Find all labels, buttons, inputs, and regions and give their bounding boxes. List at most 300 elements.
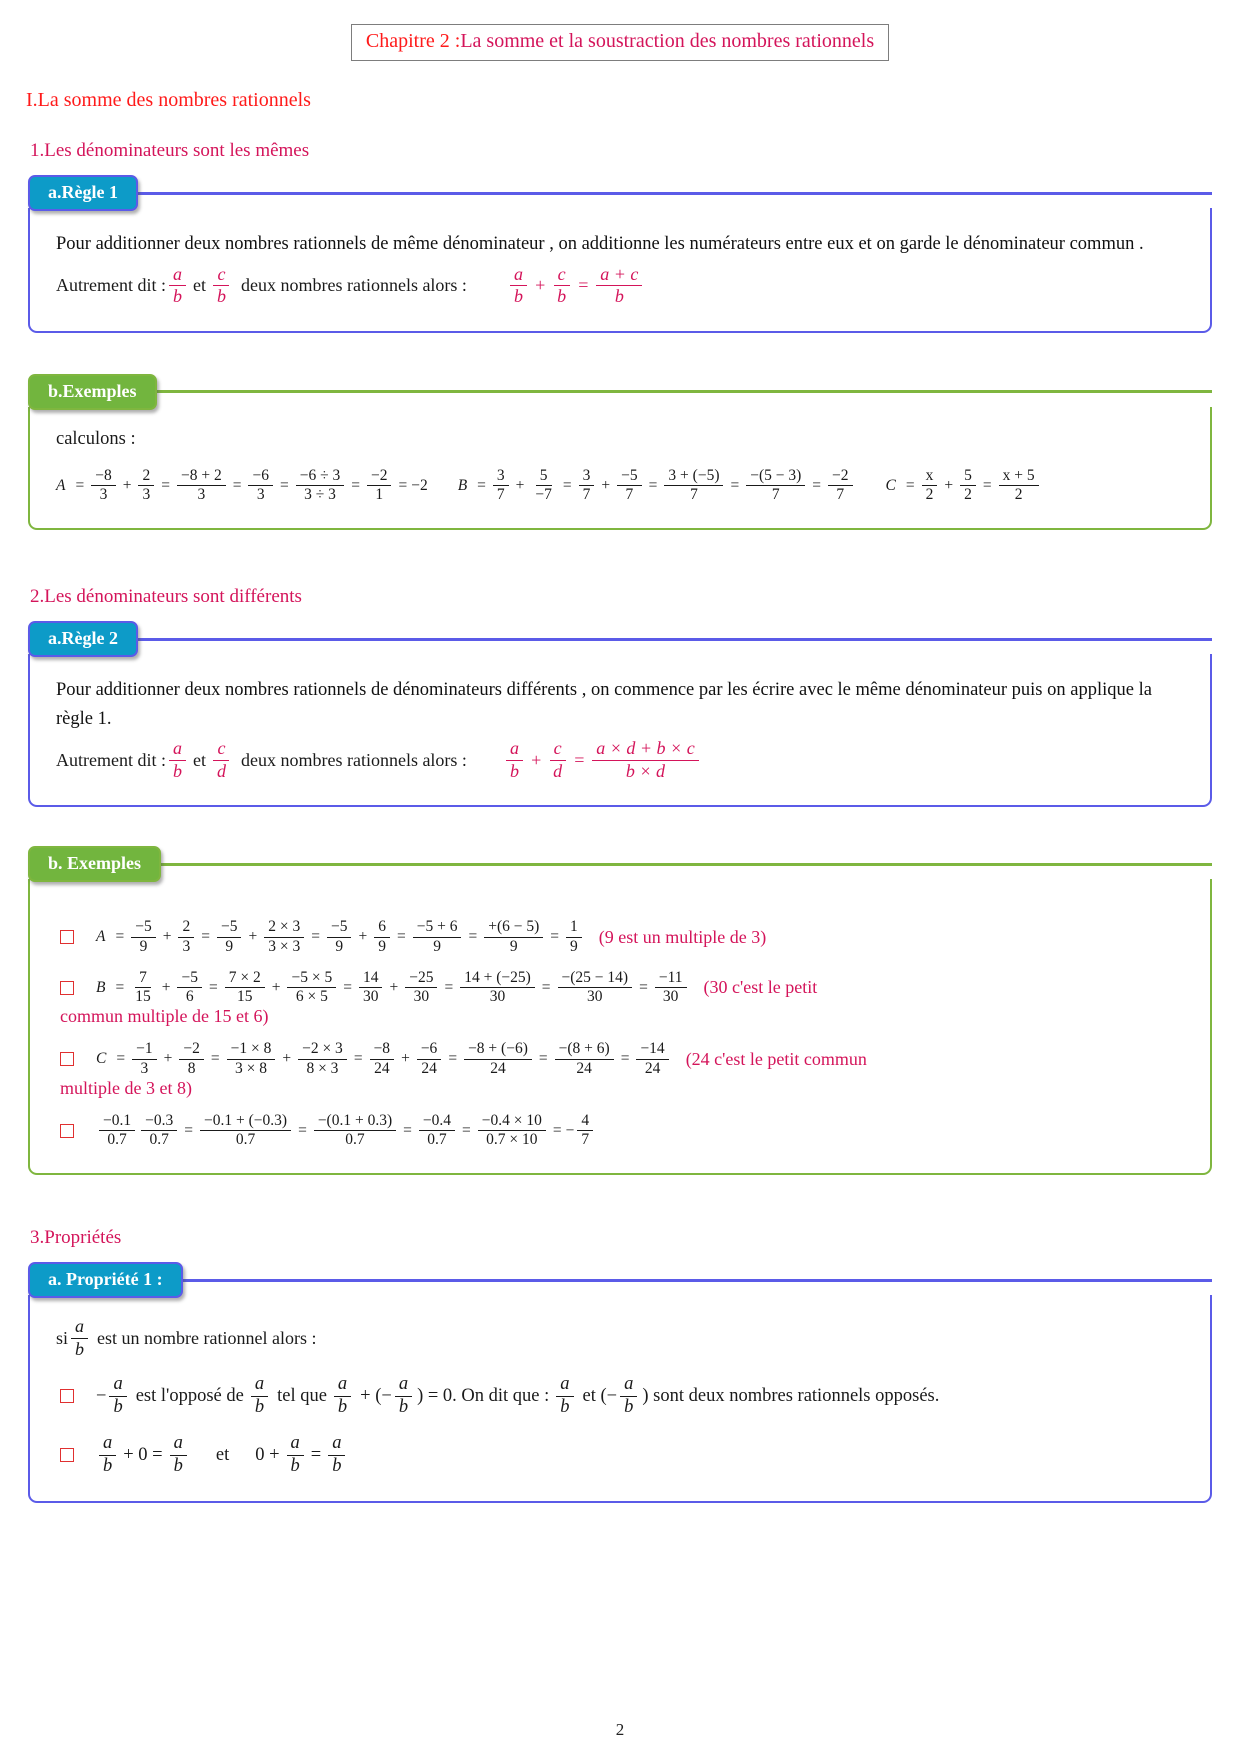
fraction [328,1434,345,1477]
rule-1-mid: et [192,275,206,296]
fraction [99,1434,116,1477]
heading-section-1: I.La somme des nombres rationnels [26,89,311,111]
fraction-numerator: −(25 − 14) [558,970,633,989]
fraction-denominator: 3 [182,937,191,955]
fraction-numerator: 2 [178,919,194,938]
fraction [227,1041,276,1077]
fraction [556,1375,573,1418]
math-operator: = [298,1121,307,1139]
fraction [484,919,543,955]
fraction-denominator: 1 [375,486,384,504]
fraction-denominator: 9 [139,937,148,955]
fraction-numerator: a [334,1375,351,1397]
fraction-numerator: −8 + (−6) [464,1041,532,1060]
fraction-denominator: 6 × 5 [295,988,328,1006]
expression-name: C [885,476,896,494]
fraction [314,1113,396,1149]
examples-1-row [56,468,1184,504]
math-operator: = [232,476,242,494]
rule-2-frac-ab: $\frac{a}{b}$ [169,739,186,781]
property-1-body [28,1295,1212,1503]
expression-name: B [457,476,468,494]
rule-1-statement [56,265,1184,307]
math-operator: + [161,978,171,996]
fraction [555,1041,614,1077]
fraction-denominator: b [624,1396,634,1417]
fraction-numerator: x [922,468,938,487]
fraction-denominator: 9 [378,937,386,955]
fraction-numerator: −5 [177,970,202,989]
fraction [138,468,154,504]
fraction [264,919,304,955]
fraction [478,1113,546,1149]
fraction-denominator: 2 [1014,486,1023,504]
fraction-denominator: 30 [362,988,379,1006]
fraction [334,1375,351,1418]
expression-name: A [56,476,66,494]
fraction-numerator: −2 [179,1041,204,1060]
math-operator: = [184,1121,193,1139]
fraction-numerator: a [251,1375,268,1397]
square-bullet-icon [60,1448,74,1462]
fraction [132,1041,157,1077]
property-1-intro [56,1317,1184,1359]
rule-1-formula-equals: = [577,275,590,296]
math-expression [96,1041,672,1077]
fraction-numerator: −8 + 2 [177,468,226,487]
fraction-denominator: 30 [587,988,603,1006]
math-operator: = [562,476,572,494]
fraction [177,970,202,1006]
fraction [828,468,853,504]
examples-2-body [28,879,1212,1175]
fraction-denominator: 9 [225,937,234,955]
fraction [493,468,509,504]
math-operator: = [210,1050,220,1068]
fraction-numerator: −6 [248,468,273,487]
fraction-numerator: 4 [577,1113,593,1132]
rule-2-suffix: deux nombres rationnels alors : [240,749,467,770]
rule-2-tab-line [135,638,1212,641]
math-operator: = [351,476,360,494]
math-operator: = [444,978,454,996]
fraction [248,468,273,504]
math-operator: + [162,928,172,946]
fraction [131,970,155,1006]
fraction [327,919,352,955]
rule-2-frac-cd: $\frac{c}{d}$ [213,739,230,781]
fraction [217,919,242,955]
rule-2-tab-label: a.Règle 2 [28,621,138,657]
fraction [460,970,535,1006]
rule-2-formula-left1: $\frac{a}{b}$ [506,739,523,781]
examples-1-tabrow [28,375,1212,409]
rule-1-tab-line [135,192,1212,195]
fraction-numerator: −6 [417,1041,442,1060]
fraction-numerator: a [109,1375,126,1397]
fraction-numerator: −8 [91,468,116,487]
fraction-denominator: 15 [236,988,253,1006]
fraction-denominator: 3 [142,486,151,504]
examples-1-tab-label: b.Exemples [28,374,157,410]
math-term: est l'opposé de [135,1385,244,1406]
math-operator: = [730,476,740,494]
math-operator: = [396,928,406,946]
math-operator: + [389,978,399,996]
fraction-numerator: 6 [374,919,390,938]
math-term: et [215,1444,230,1465]
rule-2-body [28,654,1212,807]
fraction-numerator: −1 [132,1041,157,1060]
fraction-numerator: 2 × 3 [264,919,304,938]
math-operator: + [122,476,132,494]
fraction-numerator: −14 [636,1041,668,1060]
fraction-denominator: 30 [413,988,430,1006]
math-expression [96,919,585,955]
fraction-numerator: −6 ÷ 3 [296,468,345,487]
fraction-denominator: 3 × 3 [268,937,301,955]
rule-2-formula-plus: + [529,749,543,770]
fraction [141,1113,177,1149]
fraction-denominator: b [398,1396,409,1417]
math-term: ) = 0. On dit que : [417,1385,550,1406]
fraction [579,468,595,504]
fraction-denominator: b [254,1396,265,1417]
fraction-denominator: 3 ÷ 3 [304,486,336,504]
fraction-numerator: −5 [617,468,642,487]
fraction-denominator: b [173,1455,183,1476]
fraction-denominator: 7 [836,486,845,504]
math-operator: + [601,476,611,494]
rule-2-formula-right: $\frac{a \times d + b \times c}{b \times d}$ [592,739,698,781]
fraction-denominator: 9 [509,937,518,955]
expression-name: B [96,978,106,996]
expression-name: C [96,1050,107,1068]
math-expression [56,468,428,504]
example-item-row [56,919,1184,955]
fraction-denominator: 9 [433,937,441,955]
fraction-denominator: 0.7 [235,1131,256,1149]
math-operator: = [208,978,218,996]
property-text [96,1434,348,1477]
rule-2-tabrow [28,622,1212,656]
examples-1-tab-line [154,390,1212,393]
examples-1-intro: calculons : [56,428,136,449]
fraction [170,1434,187,1477]
fraction-denominator: 0.7 [345,1131,365,1149]
fraction-denominator: b [113,1396,123,1417]
fraction [296,468,345,504]
math-operator: = [541,978,551,996]
fraction-numerator: 7 [135,970,151,989]
math-operator: = [462,1121,471,1139]
fraction-numerator: −(5 − 3) [746,468,805,487]
square-bullet-icon [60,1052,74,1066]
math-term: − [565,1121,575,1139]
example-item-row [56,970,1184,1006]
example-note-continuation: commun multiple de 15 et 6) [60,1006,269,1027]
examples-1-box [28,375,1212,530]
fraction-numerator: −2 [828,468,853,487]
fraction-denominator: −7 [535,486,552,504]
math-operator: + [163,1050,173,1068]
fraction-denominator: 7 [582,486,591,504]
fraction-numerator: 7 × 2 [225,970,265,989]
fraction [746,468,805,504]
math-operator: = [905,476,915,494]
fraction-denominator: 2 [925,486,934,504]
math-term: −2 [411,476,428,494]
fraction [617,468,642,504]
fraction [405,970,437,1006]
fraction-numerator: −0.1 [99,1113,135,1132]
math-operator: = [620,1050,630,1068]
fraction-numerator: 14 [359,970,383,989]
math-term: tel que [277,1385,327,1406]
fraction [178,919,194,955]
page-number: 2 [615,1720,625,1739]
title-chapter-main: La somme et la soustraction des nombres rationnels [460,30,875,52]
property-1-tab-line [180,1279,1212,1282]
rule-1-suffix: deux nombres rationnels alors : [240,275,467,296]
examples-2-tab-label: b. Exemples [28,846,161,882]
fraction [558,970,633,1006]
rule-2-formula-left2: $\frac{c}{d}$ [549,739,566,781]
fraction-denominator: 30 [489,988,506,1006]
rule-1-formula-plus: + [533,275,547,296]
fraction-denominator: 30 [662,988,679,1006]
fraction-denominator: 0.7 × 10 [486,1131,538,1149]
math-operator: = [311,928,320,946]
fraction-denominator: 6 [185,988,194,1006]
fraction-numerator: a [287,1434,304,1456]
fraction [636,1041,668,1077]
fraction-denominator: 3 [140,1059,149,1077]
fraction-numerator: −25 [405,970,437,989]
fraction [200,1113,291,1149]
rule-1-formula [507,265,645,307]
fraction [359,970,383,1006]
fraction-denominator: 7 [771,486,780,504]
fraction [577,1113,593,1149]
fraction [179,1041,204,1077]
fraction-numerator: 3 + (−5) [664,468,723,487]
fraction-denominator: 0.7 [427,1131,447,1149]
fraction [531,468,556,504]
fraction-numerator: −(8 + 6) [555,1041,614,1060]
rule-1-box [28,176,1212,333]
math-operator: + [358,928,368,946]
fraction-denominator: b [332,1455,342,1476]
fraction [177,468,226,504]
fraction [960,468,976,504]
fraction-numerator: a [328,1434,345,1456]
fraction-numerator: −8 [370,1041,395,1060]
fraction-numerator: −5 [327,919,352,938]
rule-2-box [28,622,1212,807]
examples-2-tab-line [158,863,1212,866]
examples-2-box [28,847,1212,1175]
fraction-denominator: 0.7 [107,1131,127,1149]
fraction-denominator: 24 [490,1059,506,1077]
rule-1-frac-cb: $\frac{c}{b}$ [213,265,230,307]
fraction-numerator: −2 [367,468,392,487]
fraction [131,919,156,955]
property-1-tab-label: a. Propriété 1 : [28,1262,183,1298]
rule-2-text: Pour additionner deux nombres rationnels de dénominateurs différents , on commence par les écrire avec le même dénominateur puis on applique la règle 1. [56,680,1152,729]
fraction-numerator: −0.4 [419,1113,455,1132]
rule-2-mid: et [192,749,206,770]
math-operator: + [248,928,258,946]
fraction-denominator: 24 [374,1059,390,1077]
rule-1-tabrow [28,176,1212,210]
math-operator: + [271,978,281,996]
fraction-numerator: x + 5 [999,468,1039,487]
math-expression [96,970,690,1006]
fraction-numerator: a [170,1434,187,1456]
rule-1-body [28,208,1212,333]
fraction [370,1041,395,1077]
fraction-numerator: 5 [960,468,976,487]
rule-1-formula-left1: $\frac{a}{b}$ [510,265,527,307]
square-bullet-icon [60,981,74,995]
rule-1-formula-left2: $\frac{c}{b}$ [553,265,570,307]
math-term: et (− [582,1385,618,1406]
fraction-denominator: 0.7 [149,1131,169,1149]
fraction [287,1434,304,1477]
examples-1-body [28,407,1212,530]
fraction-numerator: 2 [138,468,154,487]
math-operator: + [401,1050,410,1068]
math-operator: = [75,476,85,494]
fraction-denominator: 15 [135,988,151,1006]
fraction-denominator: 24 [421,1059,437,1077]
fraction-numerator: −11 [655,970,687,989]
fraction-numerator: −5 + 6 [413,919,462,938]
fraction-numerator: 14 + (−25) [460,970,535,989]
fraction-denominator: 3 [256,486,265,504]
math-operator: = [477,476,486,494]
fraction-denominator: 7 [496,486,505,504]
rule-2-formula [503,739,702,781]
math-operator: = [468,928,478,946]
math-operator: = [648,476,658,494]
fraction [413,919,462,955]
property-1-intro-suffix: est un nombre rationnel alors : [97,1327,317,1348]
math-operator: = [812,476,822,494]
math-operator: = [448,1050,458,1068]
fraction [225,970,265,1006]
math-operator: = [116,1050,126,1068]
math-operator: = [279,476,289,494]
math-expression [886,468,1042,504]
math-operator: = [398,476,408,494]
fraction-numerator: 5 [536,468,552,487]
property-1-intro-prefix: si [56,1327,69,1348]
math-term: 0 + [255,1444,280,1465]
property-item-row [56,1375,1184,1418]
fraction-numerator: −2 × 3 [298,1041,347,1060]
fraction [287,970,336,1006]
math-term: + (− [360,1385,392,1406]
expression-name: A [96,928,106,946]
fraction-denominator: b [560,1396,570,1417]
fraction-denominator: 7 [690,486,698,504]
fraction [922,468,938,504]
math-operator: = [538,1050,548,1068]
example-note: (30 c'est le petit [703,977,818,998]
property-text [96,1375,939,1418]
property-item-row [56,1434,1184,1477]
math-operator: + [282,1050,292,1068]
heading-subsection-1: 1.Les dénominateurs sont les mêmes [30,140,310,161]
fraction-denominator: 3 [99,486,108,504]
fraction [417,1041,442,1077]
heading-subsection-2: 2.Les dénominateurs sont différents [30,586,302,608]
fraction-numerator: 3 [579,468,595,487]
page-title [351,24,889,61]
example-note: (24 c'est le petit commun [685,1048,867,1069]
fraction-numerator: a [620,1375,637,1397]
fraction [664,468,723,504]
example-note: (9 est un multiple de 3) [598,926,767,947]
math-expression [458,468,856,504]
fraction-numerator: −5 [131,919,156,938]
rule-1-formula-right: $\frac{a + c}{b}$ [596,265,642,307]
fraction-numerator: +(6 − 5) [484,919,543,938]
math-term: ) sont deux nombres rationnels opposés. [642,1385,940,1406]
math-operator: = [639,978,648,996]
fraction [620,1375,637,1418]
fraction [374,919,390,955]
math-term: + 0 = [123,1444,163,1465]
fraction [464,1041,532,1077]
math-operator: = [403,1121,412,1139]
fraction-denominator: 7 [581,1131,590,1149]
fraction [367,468,392,504]
property-1-tabrow [28,1263,1212,1297]
rule-2-formula-equals: = [573,749,586,770]
fraction-denominator: 9 [570,937,578,955]
fraction-denominator: 2 [964,486,972,504]
math-operator: = [552,1121,562,1139]
fraction-numerator: −(0.1 + 0.3) [314,1113,396,1132]
math-operator: = [982,476,992,494]
fraction [298,1041,347,1077]
example-item-row [56,1113,1184,1149]
fraction [395,1375,412,1418]
property-1-box [28,1263,1212,1503]
fraction-denominator: 3 [197,486,206,504]
fraction-numerator: a [99,1434,116,1456]
math-operator: = [115,978,125,996]
fraction-denominator: b [290,1455,300,1476]
rule-1-frac-ab: $\frac{a}{b}$ [169,265,186,307]
fraction-numerator: 3 [493,468,509,487]
fraction-denominator: b [103,1455,113,1476]
math-operator: = [343,978,352,996]
math-operator: = [115,928,125,946]
math-expression [96,1113,596,1149]
title-chapter-prefix: Chapitre 2 : [365,30,461,52]
fraction [109,1375,126,1418]
fraction [251,1375,268,1418]
square-bullet-icon [60,930,74,944]
fraction-denominator: 8 [187,1059,196,1077]
square-bullet-icon [60,1389,74,1403]
math-term: − [96,1385,107,1406]
property-1-items [56,1375,1184,1477]
